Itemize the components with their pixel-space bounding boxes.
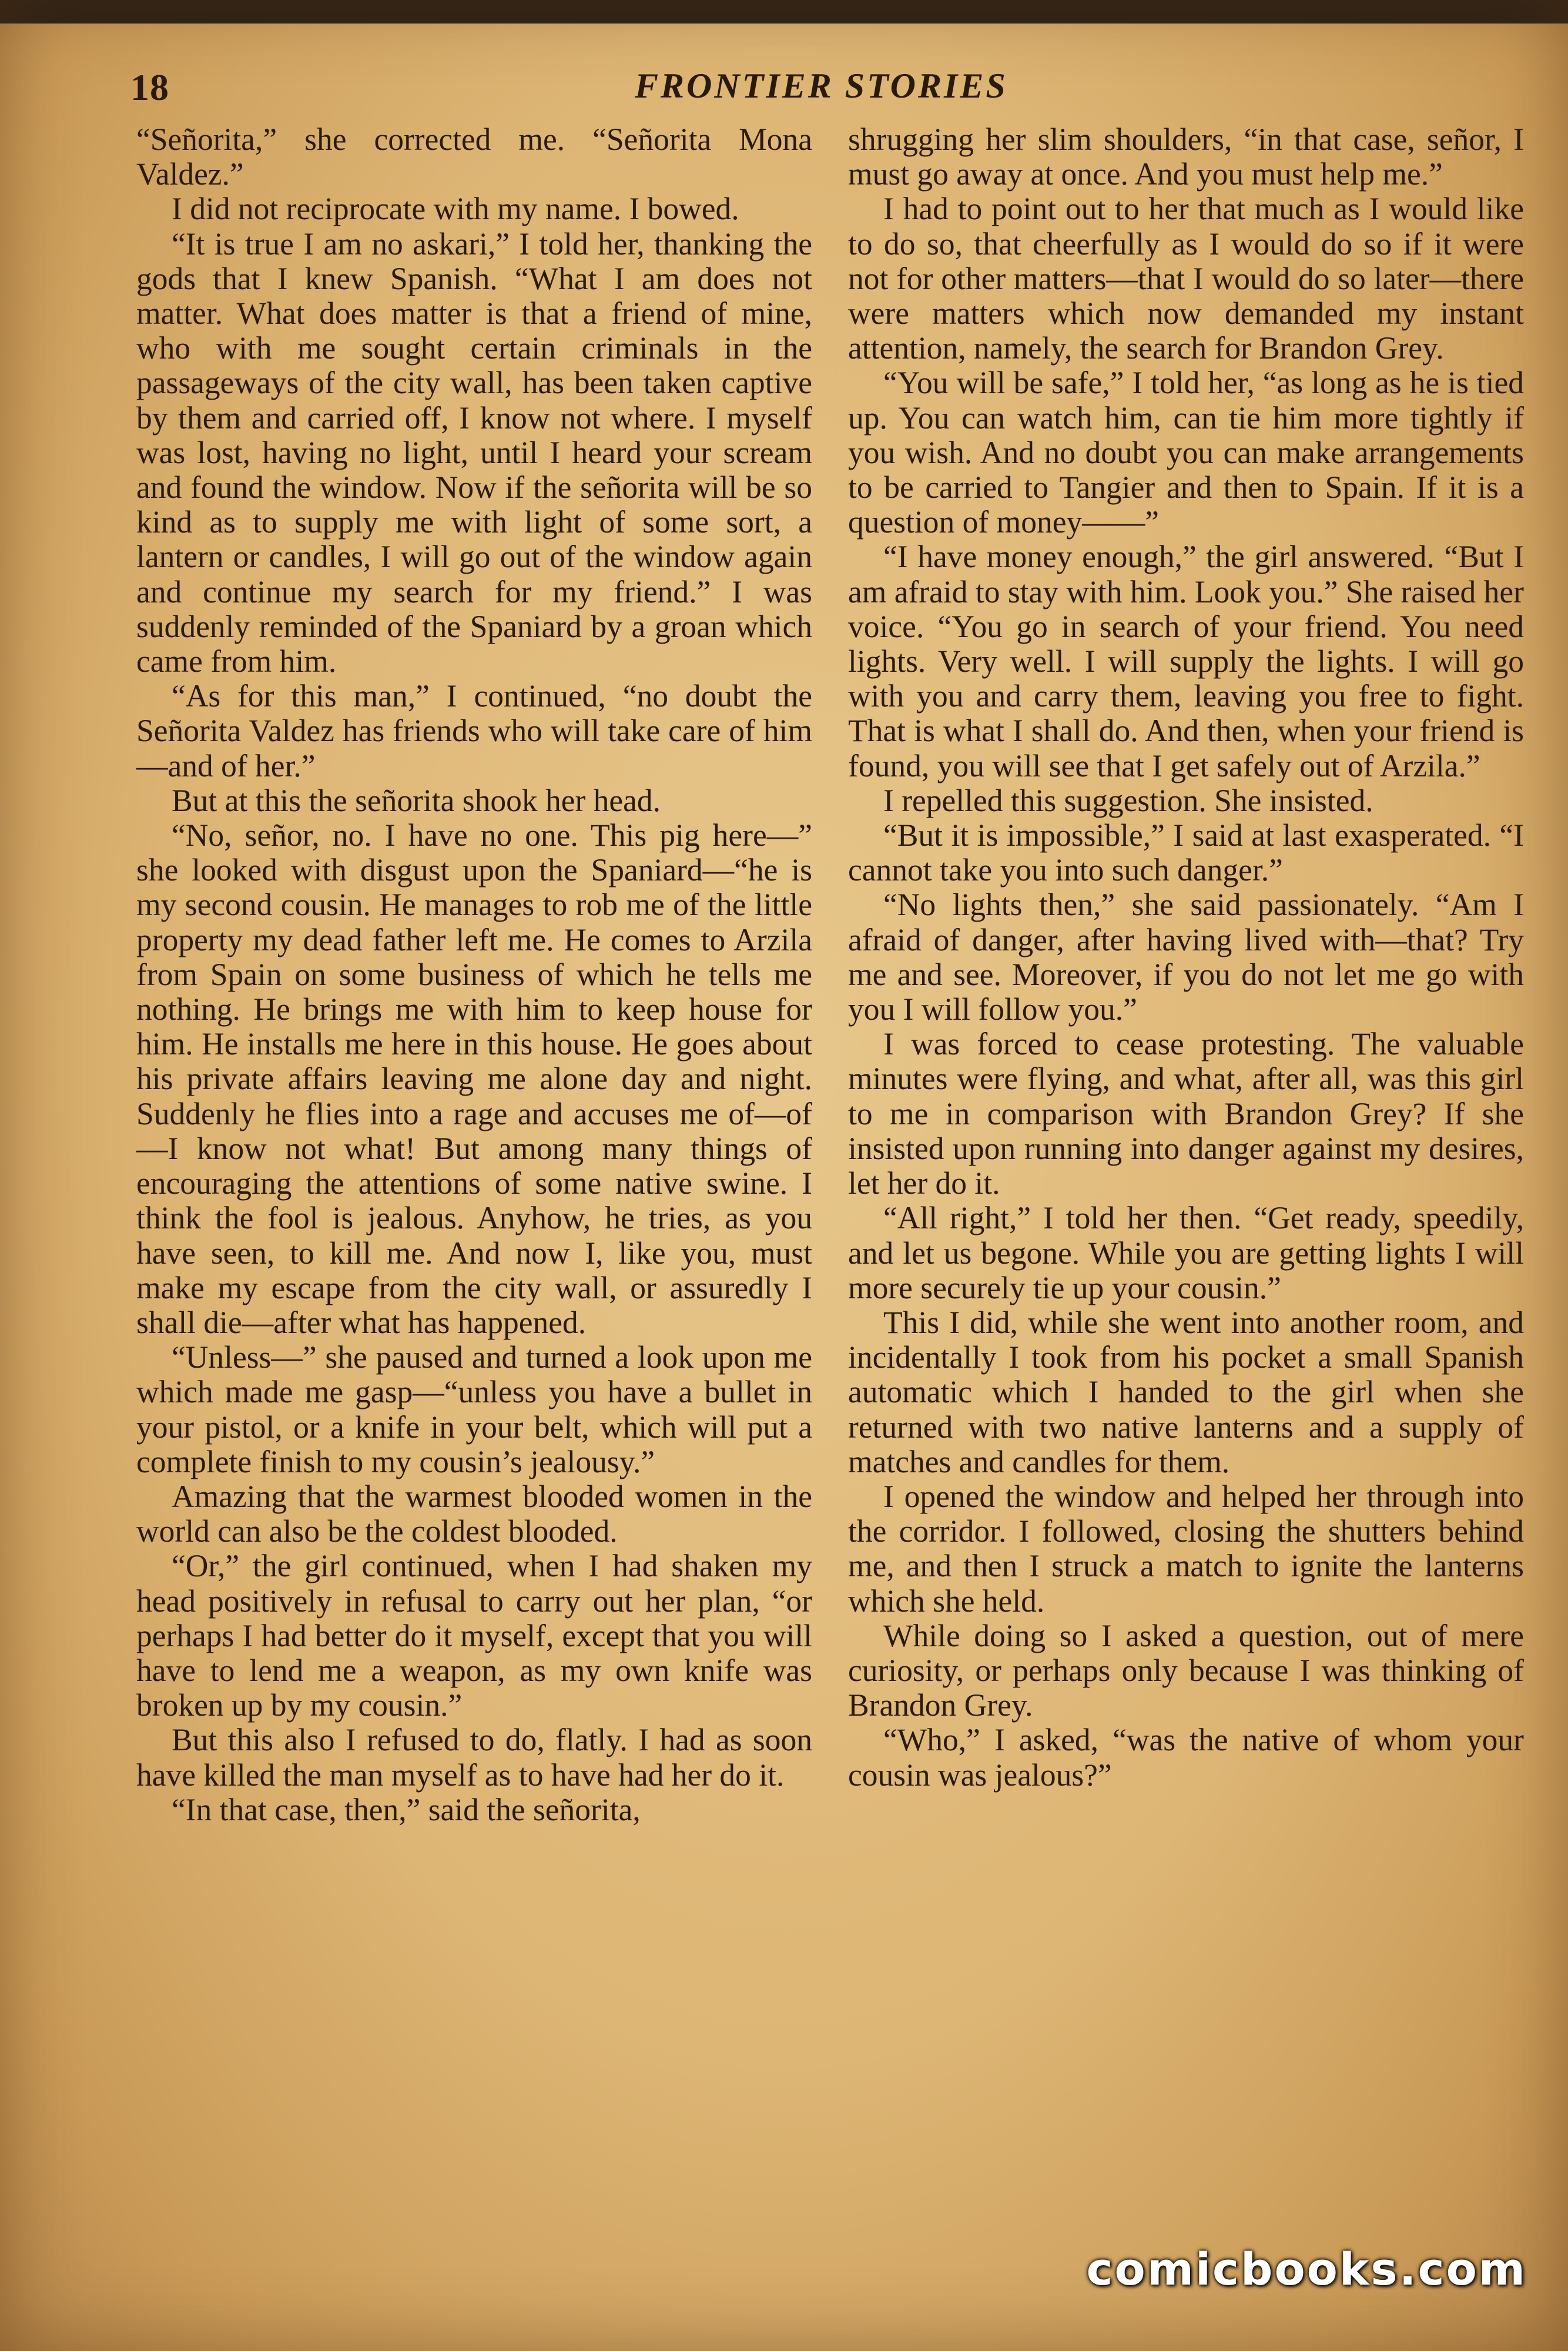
paragraph: I opened the window and helped her through into the corridor. I followed, closing the shutters behind me, and then I struck a match to ignite the lanterns which she held. [848,1478,1524,1619]
paragraph: “Unless—” she paused and turned a look upon me which made me gasp—“unless you have a bullet in your pistol, or a knife in your belt, which will put a complete finish to my cousin’s jealousy.” [136,1339,812,1479]
paragraph: “Who,” I asked, “was the native of whom your cousin was jealous?” [848,1722,1524,1793]
paragraph: “It is true I am no askari,” I told her, thanking the gods that I knew Spanish. “What I am does not matter. What does matter is that a friend of mine, who with me sought certain criminals in the passageways of the city wall, has been taken captive by them and carried off, I know not where. I myself was lost, having no light, until I heard your scream and found the window. Now if the señorita will be so kind as to supply me with light of some sort, a lantern or candles, I will go out of the window again and continue my search for my friend.” I was suddenly reminded of the Spaniard by a groan which came from him. [136,226,812,679]
paragraph: But at this the señorita shook her head. [172,782,661,818]
paragraph: shrugging her slim shoulders, “in that case, señor, I must go away at once. And you must help me.” [848,122,1524,192]
page-header [0,66,1568,119]
paragraph: “I have money enough,” the girl answered. “But I am afraid to stay with him. Look you.” She raised her voice. “You go in search of your friend. You need lights. Very well. I will supply the lights. I will go with you and carry them, leaving you free to fight. That is what I shall do. And then, when your friend is found, you will see that I get safely out of Arzila.” [848,539,1524,783]
page-top-edge [0,0,1568,24]
paragraph: “No, señor, no. I have no one. This pig here—” she looked with disgust upon the Spaniard—“he is my second cousin. He manages to rob me of the little property my dead father left me. He comes to Arzila from Spain on some business of which he tells me nothing. He brings me with him to keep house for him. He installs me here in this house. He goes about his private affairs leaving me alone day and night. Suddenly he flies into a rage and accuses me of—of—I know not what! But among many things of encouraging the attentions of some native swine. I think the fool is jealous. Anyhow, he tries, as you have seen, to kill me. And now I, like you, must make my escape from the city wall, or assuredly I shall die—after what has happened. [136,818,812,1340]
paragraph: “Señorita,” she corrected me. “Señorita Mona Valdez.” [136,122,812,192]
paragraph: While doing so I asked a question, out of mere curiosity, or perhaps only because I was thinking of Brandon Grey. [848,1617,1524,1723]
paragraph: “No lights then,” she said passionately. “Am I afraid of danger, after having lived with—that? Try me and see. Moreover, if you do not let me go with you I will follow you.” [848,887,1524,1027]
paragraph: But this also I refused to do, flatly. I had as soon have killed the man myself as to have had her do it. [136,1722,812,1793]
paragraph: Amazing that the warmest blooded women in the world can also be the coldest blooded. [136,1478,812,1549]
paragraph: I had to point out to her that much as I would like to do so, that cheerfully as I would do so if it were not for other matters—that I would do so later—there were matters which now demanded my instant attention, namely, the search for Brandon Grey. [848,191,1524,366]
right-column [848,122,1524,1793]
paragraph: “But it is impossible,” I said at last exasperated. “I cannot take you into such danger.” [848,818,1524,888]
watermark: comicbooks.com [1086,2243,1527,2295]
paragraph: “You will be safe,” I told her, “as long as he is tied up. You can watch him, can tie him more tightly if you wish. And no doubt you can make arrangements to be carried to Tangier and then to Spain. If it is a question of money——” [848,365,1524,540]
running-title: FRONTIER STORIES [635,66,1008,105]
paragraph: “In that case, then,” said the señorita, [172,1791,641,1827]
paragraph: I repelled this suggestion. She insisted. [883,782,1373,818]
left-column [136,122,812,1827]
paragraph: I did not reciprocate with my name. I bowed. [172,191,739,227]
paragraph: “All right,” I told her then. “Get ready, speedily, and let us begone. While you are getting lights I will more securely tie up your cousin.” [848,1200,1524,1305]
paragraph: This I did, while she went into another room, and incidentally I took from his pocket a small Spanish automatic which I handed to the girl when she returned with two native lanterns and a supply of matches and candles for them. [848,1304,1524,1479]
paragraph: “As for this man,” I continued, “no doubt the Señorita Valdez has friends who will take care of him—and of her.” [136,678,812,783]
paragraph: I was forced to cease protesting. The valuable minutes were flying, and what, after all, was this girl to me in comparison with Brandon Grey? If she insisted upon running into danger against my desires, let her do it. [848,1026,1524,1201]
page-number: 18 [130,66,169,108]
paragraph: “Or,” the girl continued, when I had shaken my head positively in refusal to carry out her plan, “or perhaps I had better do it myself, except that you will have to lend me a weapon, as my own knife was broken up by my cousin.” [136,1548,812,1723]
